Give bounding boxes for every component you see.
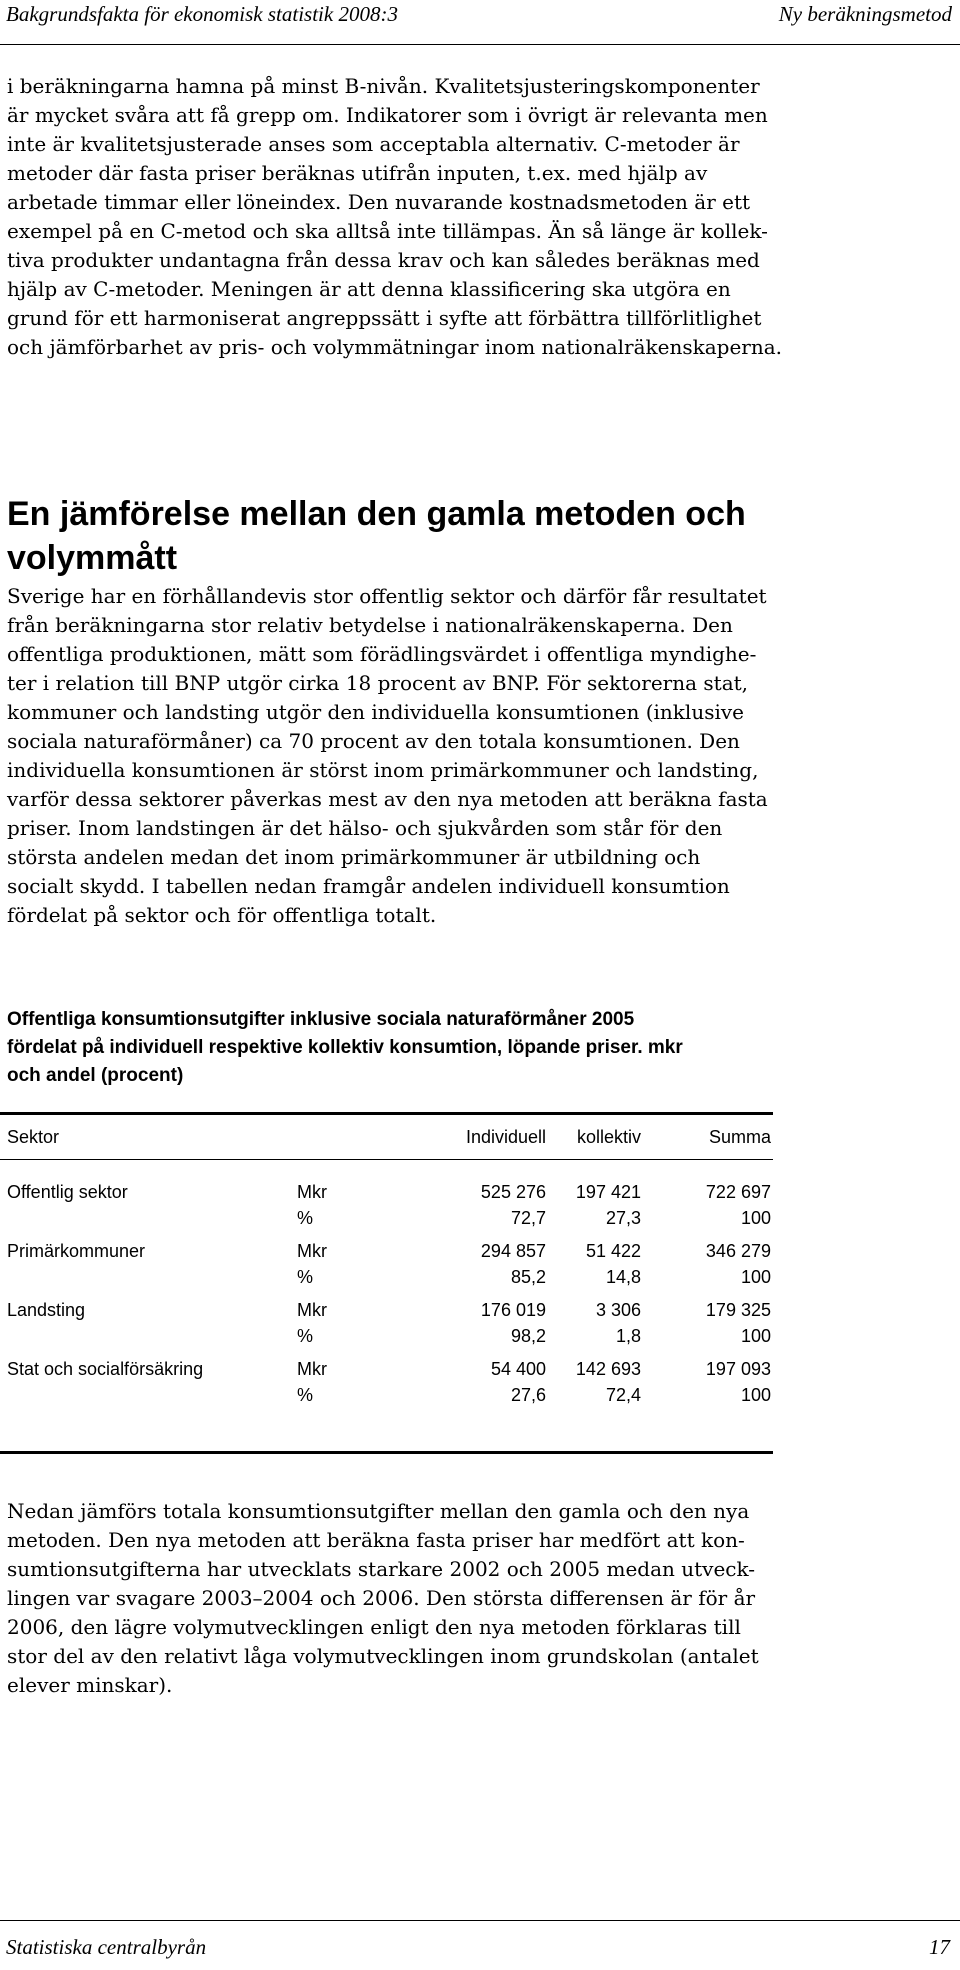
cell-sum: 100: [740, 1208, 771, 1228]
cell-individual: 85,2: [510, 1267, 546, 1287]
cell-sum: 346 279: [705, 1241, 771, 1261]
table-caption: [7, 1006, 683, 1090]
table-header-row: [0, 1116, 773, 1156]
text-line: tiva produkter undantagna från dessa krav och kan således beräknas med: [7, 248, 760, 272]
table-row: [0, 1297, 773, 1323]
text-line: är mycket svåra att få grepp om. Indikatorer som i övrigt är relevanta men: [7, 103, 768, 127]
table-row: [0, 1323, 773, 1349]
text-line: elever minskar).: [7, 1673, 173, 1697]
cell-sum: 100: [740, 1267, 771, 1287]
table-row: [0, 1382, 773, 1408]
text-line: socialt skydd. I tabellen nedan framgår andelen individuell konsumtion: [7, 874, 730, 898]
cell-unit: Mkr: [297, 1300, 327, 1320]
table-top-rule: [0, 1112, 773, 1115]
header-sum: Summa: [708, 1127, 771, 1147]
cell-unit: Mkr: [297, 1241, 327, 1261]
cell-unit: Mkr: [297, 1182, 327, 1202]
intro-paragraph: [7, 72, 952, 362]
text-line: exempel på en C-metod och ska alltså inte tillämpas. Än så länge är kollek-: [7, 219, 768, 243]
text-line: från beräkningarna stor relativ betydelse i nationalräkenskaperna. Den: [7, 613, 733, 637]
cell-collective: 1,8: [615, 1326, 641, 1346]
heading-line: volymmått: [7, 539, 178, 577]
cell-individual: 294 857: [480, 1241, 546, 1261]
page-header: [0, 0, 960, 45]
cell-sector: Primärkommuner: [7, 1241, 146, 1261]
cell-sum: 100: [740, 1385, 771, 1405]
cell-individual: 27,6: [510, 1385, 546, 1405]
cell-sum: 197 093: [705, 1359, 771, 1379]
header-chapter-title: Ny beräkningsmetod: [778, 2, 952, 26]
caption-line: fördelat på individuell respektive kollektiv konsumtion, löpande priser. mkr: [7, 1037, 683, 1058]
text-line: i beräkningarna hamna på minst B-nivån. Kvalitetsjusteringskomponenter: [7, 74, 760, 98]
cell-sector: Landsting: [7, 1300, 86, 1320]
table-row: [0, 1264, 773, 1290]
page-footer: [0, 1920, 960, 1970]
table-row: [0, 1179, 773, 1205]
cell-collective: 14,8: [605, 1267, 641, 1287]
text-line: största andelen medan det inom primärkommuner är utbildning och: [7, 845, 701, 869]
table-row: [0, 1356, 773, 1382]
text-line: offentliga produktionen, mätt som förädlingsvärdet i offentliga myndighe-: [7, 642, 757, 666]
text-line: sociala naturaförmåner) ca 70 procent av den totala konsumtionen. Den: [7, 729, 740, 753]
table-header-rule: [0, 1159, 773, 1160]
header-collective: kollektiv: [576, 1127, 641, 1147]
text-line: kommuner och landsting utgör den individuella konsumtionen (inklusive: [7, 700, 745, 724]
page-number: 17: [929, 1935, 950, 1959]
cell-individual: 176 019: [480, 1300, 546, 1320]
text-line: Sverige har en förhållandevis stor offentlig sektor och därför får resultatet: [7, 584, 767, 608]
cell-unit: %: [297, 1208, 314, 1228]
header-publication-title: Bakgrundsfakta för ekonomisk statistik 2008:3: [6, 2, 398, 26]
text-line: arbetade timmar eller löneindex. Den nuvarande kostnadsmetoden är ett: [7, 190, 751, 214]
cell-collective: 51 422: [585, 1241, 641, 1261]
cell-unit: %: [297, 1326, 314, 1346]
cell-collective: 142 693: [575, 1359, 641, 1379]
text-line: fördelat på sektor och för offentliga totalt.: [7, 903, 437, 927]
cell-sum: 179 325: [705, 1300, 771, 1320]
caption-line: Offentliga konsumtionsutgifter inklusive sociala naturaförmåner 2005: [7, 1009, 635, 1030]
text-line: metoden. Den nya metoden att beräkna fasta priser har medfört att kon-: [7, 1528, 745, 1552]
cell-individual: 525 276: [480, 1182, 546, 1202]
text-line: 2006, den lägre volymutvecklingen enligt den nya metoden förklaras till: [7, 1615, 741, 1639]
text-line: stor del av den relativt låga volymutvecklingen inom grundskolan (antalet: [7, 1644, 759, 1668]
text-line: Nedan jämförs totala konsumtionsutgifter mellan den gamla och den nya: [7, 1499, 750, 1523]
cell-collective: 27,3: [605, 1208, 641, 1228]
text-line: grund för ett harmoniserat angreppssätt i syfte att förbättra tillförlitlighet: [7, 306, 762, 330]
section-paragraph: [7, 582, 952, 930]
text-line: ter i relation till BNP utgör cirka 18 procent av BNP. För sektorerna stat,: [7, 671, 749, 695]
text-line: varför dessa sektorer påverkas mest av den nya metoden att beräkna fasta: [7, 787, 768, 811]
cell-individual: 98,2: [510, 1326, 546, 1346]
caption-line: och andel (procent): [7, 1065, 184, 1086]
cell-unit: %: [297, 1385, 314, 1405]
table-row: [0, 1205, 773, 1231]
text-line: metoder där fasta priser beräknas utifrån inputen, t.ex. med hjälp av: [7, 161, 708, 185]
text-line: lingen var svagare 2003–2004 och 2006. Den största differensen är för år: [7, 1586, 756, 1610]
text-line: individuella konsumtionen är störst inom primärkommuner och landsting,: [7, 758, 759, 782]
header-individual: Individuell: [465, 1127, 546, 1147]
section-heading: [7, 492, 746, 580]
table-bottom-rule: [0, 1451, 773, 1454]
footer-publisher: Statistiska centralbyrån: [6, 1935, 207, 1959]
cell-collective: 197 421: [575, 1182, 641, 1202]
cell-unit: %: [297, 1267, 314, 1287]
cell-collective: 3 306: [595, 1300, 641, 1320]
closing-paragraph: [7, 1497, 952, 1700]
text-line: inte är kvalitetsjusterade anses som acceptabla alternativ. C-metoder är: [7, 132, 740, 156]
text-line: priser. Inom landstingen är det hälso- och sjukvården som står för den: [7, 816, 723, 840]
cell-sum: 722 697: [705, 1182, 771, 1202]
heading-line: En jämförelse mellan den gamla metoden och: [7, 495, 746, 533]
cell-individual: 72,7: [510, 1208, 546, 1228]
cell-collective: 72,4: [605, 1385, 641, 1405]
cell-sector: Stat och socialförsäkring: [7, 1359, 204, 1379]
header-sector: Sektor: [7, 1127, 60, 1147]
table-row: [0, 1238, 773, 1264]
text-line: hjälp av C-metoder. Meningen är att denna klassificering ska utgöra en: [7, 277, 731, 301]
cell-sector: Offentlig sektor: [7, 1182, 128, 1202]
text-line: sumtionsutgifterna har utvecklats starkare 2002 och 2005 medan utveck-: [7, 1557, 756, 1581]
cell-sum: 100: [740, 1326, 771, 1346]
cell-unit: Mkr: [297, 1359, 327, 1379]
text-line: och jämförbarhet av pris- och volymmätningar inom nationalräkenskaperna.: [7, 335, 783, 359]
cell-individual: 54 400: [490, 1359, 546, 1379]
